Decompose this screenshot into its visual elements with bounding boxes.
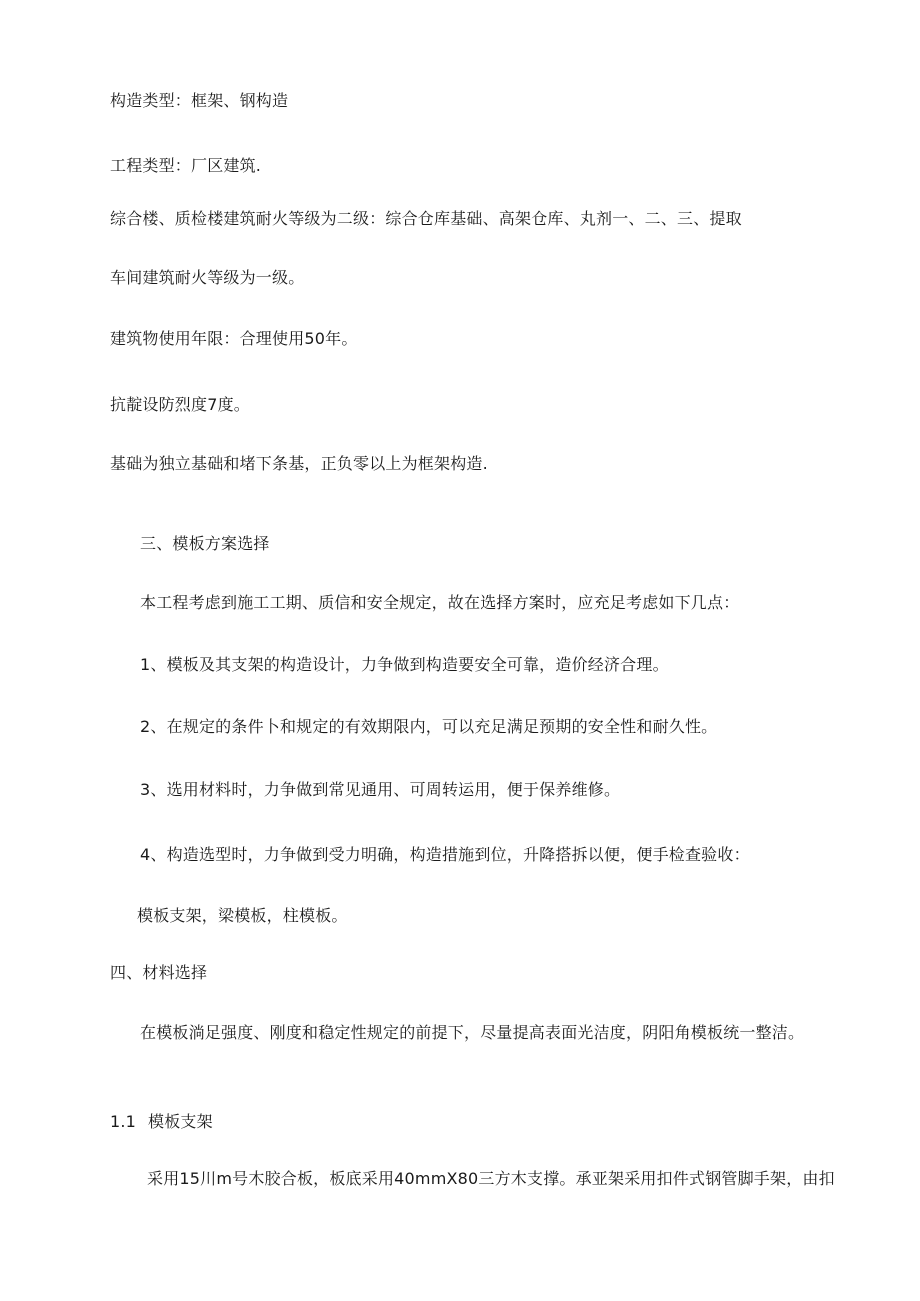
section-heading-formwork-scheme: 三、模板方案选择: [140, 534, 270, 553]
formwork-support-paragraph: 采用15川m号木胶合板，板底采用40mmX80三方木支撑。承亚架采用扣件式钢管脚手架，由扣: [147, 1169, 835, 1188]
material-paragraph: 在模板淌足强度、刚度和稳定性规定的前提下，尽量提高表面光洁度，阴阳角模板统一整洁。: [140, 1023, 805, 1042]
list-item-2: 2、在规定的条件卜和规定的有效期限内，可以充足满足预期的安全性和耐久性。: [140, 717, 718, 736]
formwork-types-line: 模板支架，梁模板，柱模板。: [137, 906, 348, 925]
fire-rating-line-2: 车间建筑耐火等级为一级。: [110, 268, 305, 287]
scheme-intro-paragraph: 本工程考虑到施工工期、质信和安全规定，故在选择方案时，应充足考虑如下几点：: [140, 593, 740, 612]
structure-type-line: 构造类型：框架、钢构造: [110, 91, 289, 110]
subsection-heading-1-1: [110, 1111, 213, 1133]
service-life-line: 建筑物使用年限：合理使用50年。: [110, 329, 358, 348]
list-item-1: 1、模板及其支架的构造设计，力争做到构造要安全可靠，造价经济合理。: [140, 655, 669, 674]
subsection-title: 模板支架: [148, 1112, 213, 1131]
list-item-3: 3、选用材料时，力争做到常见通用、可周转运用，便于保养维修。: [140, 780, 621, 799]
seismic-line: 抗靛设防烈度7度。: [110, 395, 250, 414]
project-type-line: 工程类型：厂区建筑.: [110, 156, 262, 175]
foundation-line: 基础为独立基础和堵下条基，正负零以上为框架构造.: [110, 454, 488, 473]
subsection-number: 1.1: [110, 1112, 137, 1131]
list-item-4: 4、构造选型时，力争做到受力明确，构造措施到位，升降搭拆以便，便手检查验收：: [140, 845, 750, 864]
section-heading-material: 四、材料选择: [110, 963, 208, 982]
fire-rating-line-1: 综合楼、质检楼建筑耐火等级为二级：综合仓库基础、高架仓库、丸剂一、二、三、提取: [110, 209, 742, 228]
